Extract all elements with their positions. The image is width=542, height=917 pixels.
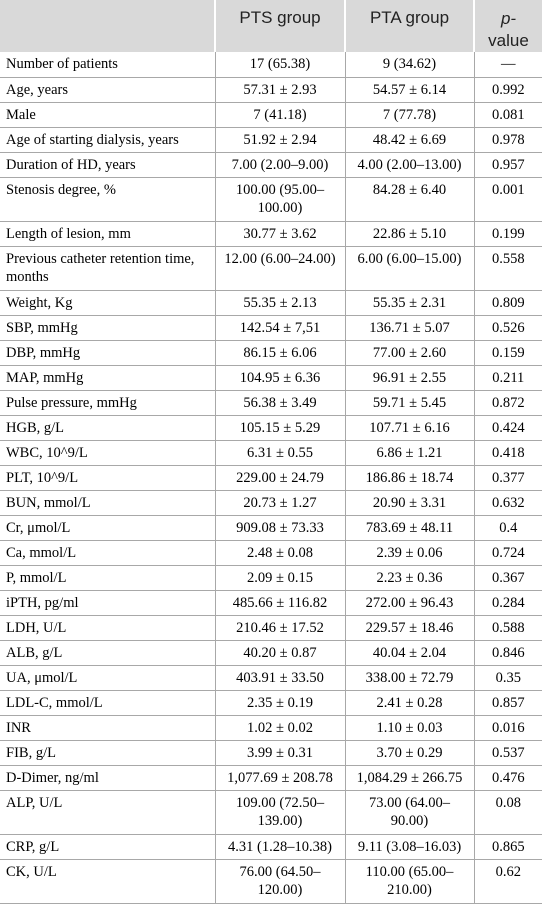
row-label: Previous catheter retention time, months: [0, 246, 215, 290]
pts-value: 20.73 ± 1.27: [215, 490, 345, 515]
p-value: 0.872: [474, 390, 542, 415]
pts-value: 100.00 (95.00–100.00): [215, 177, 345, 221]
p-value: 0.537: [474, 740, 542, 765]
p-value: 0.211: [474, 365, 542, 390]
table-body: [0, 52, 542, 903]
pta-value: 22.86 ± 5.10: [345, 221, 474, 246]
row-label: Length of lesion, mm: [0, 221, 215, 246]
table-row: [0, 790, 542, 834]
table-row: [0, 77, 542, 102]
pts-value: 1.02 ± 0.02: [215, 715, 345, 740]
table-row: [0, 690, 542, 715]
pta-value: 272.00 ± 96.43: [345, 590, 474, 615]
pts-value: 40.20 ± 0.87: [215, 640, 345, 665]
pts-value: 6.31 ± 0.55: [215, 440, 345, 465]
row-label: Male: [0, 102, 215, 127]
pts-value: 7 (41.18): [215, 102, 345, 127]
pts-value: 76.00 (64.50–120.00): [215, 859, 345, 903]
row-label: CRP, g/L: [0, 834, 215, 859]
pts-value: 403.91 ± 33.50: [215, 665, 345, 690]
row-label: Age of starting dialysis, years: [0, 127, 215, 152]
pta-value: 1.10 ± 0.03: [345, 715, 474, 740]
pta-value: 55.35 ± 2.31: [345, 290, 474, 315]
p-value: 0.081: [474, 102, 542, 127]
row-label: iPTH, pg/ml: [0, 590, 215, 615]
table-row: [0, 127, 542, 152]
pta-value: 3.70 ± 0.29: [345, 740, 474, 765]
pts-value: 105.15 ± 5.29: [215, 415, 345, 440]
row-label: WBC, 10^9/L: [0, 440, 215, 465]
pts-value: 909.08 ± 73.33: [215, 515, 345, 540]
p-value: 0.957: [474, 152, 542, 177]
pts-value: 2.35 ± 0.19: [215, 690, 345, 715]
pta-value: 107.71 ± 6.16: [345, 415, 474, 440]
row-label: Cr, μmol/L: [0, 515, 215, 540]
table-row: [0, 615, 542, 640]
table-row: [0, 415, 542, 440]
table-row: [0, 565, 542, 590]
row-label: DBP, mmHg: [0, 340, 215, 365]
pts-value: 1,077.69 ± 208.78: [215, 765, 345, 790]
row-label: D-Dimer, ng/ml: [0, 765, 215, 790]
pta-value: 2.41 ± 0.28: [345, 690, 474, 715]
pts-value: 485.66 ± 116.82: [215, 590, 345, 615]
table-row: [0, 290, 542, 315]
table-row: [0, 715, 542, 740]
table-row: [0, 365, 542, 390]
table-row: [0, 859, 542, 903]
row-label: Pulse pressure, mmHg: [0, 390, 215, 415]
pta-value: 20.90 ± 3.31: [345, 490, 474, 515]
pts-value: 55.35 ± 2.13: [215, 290, 345, 315]
row-label: MAP, mmHg: [0, 365, 215, 390]
pts-value: 104.95 ± 6.36: [215, 365, 345, 390]
row-label: ALB, g/L: [0, 640, 215, 665]
p-value: 0.159: [474, 340, 542, 365]
p-value: 0.724: [474, 540, 542, 565]
table-row: [0, 152, 542, 177]
row-label: Age, years: [0, 77, 215, 102]
pta-value: 9 (34.62): [345, 52, 474, 77]
table-row: [0, 515, 542, 540]
pts-value: 4.31 (1.28–10.38): [215, 834, 345, 859]
p-value: 0.284: [474, 590, 542, 615]
row-label: P, mmol/L: [0, 565, 215, 590]
pta-value: 73.00 (64.00–90.00): [345, 790, 474, 834]
row-label: LDH, U/L: [0, 615, 215, 640]
pta-value: 54.57 ± 6.14: [345, 77, 474, 102]
row-label: FIB, g/L: [0, 740, 215, 765]
pts-value: 56.38 ± 3.49: [215, 390, 345, 415]
pts-value: 229.00 ± 24.79: [215, 465, 345, 490]
row-label: SBP, mmHg: [0, 315, 215, 340]
pta-value: 338.00 ± 72.79: [345, 665, 474, 690]
row-label: INR: [0, 715, 215, 740]
table-header: [0, 0, 542, 52]
pts-value: 12.00 (6.00–24.00): [215, 246, 345, 290]
p-value: 0.978: [474, 127, 542, 152]
row-label: Ca, mmol/L: [0, 540, 215, 565]
p-value: 0.08: [474, 790, 542, 834]
table-row: [0, 540, 542, 565]
pta-value: 2.39 ± 0.06: [345, 540, 474, 565]
p-value: 0.62: [474, 859, 542, 903]
table-row: [0, 640, 542, 665]
header-variable: [0, 0, 215, 52]
p-value: 0.846: [474, 640, 542, 665]
pta-value: 9.11 (3.08–16.03): [345, 834, 474, 859]
p-value: 0.424: [474, 415, 542, 440]
header-p-value: [474, 0, 542, 52]
pta-value: 84.28 ± 6.40: [345, 177, 474, 221]
row-label: PLT, 10^9/L: [0, 465, 215, 490]
pta-value: 186.86 ± 18.74: [345, 465, 474, 490]
row-label: Duration of HD, years: [0, 152, 215, 177]
pta-value: 229.57 ± 18.46: [345, 615, 474, 640]
row-label: BUN, mmol/L: [0, 490, 215, 515]
pts-value: 2.48 ± 0.08: [215, 540, 345, 565]
p-value: 0.199: [474, 221, 542, 246]
header-row: [0, 0, 542, 52]
p-value: 0.588: [474, 615, 542, 640]
pts-value: 57.31 ± 2.93: [215, 77, 345, 102]
table-row: [0, 246, 542, 290]
pta-value: 7 (77.78): [345, 102, 474, 127]
row-label: Weight, Kg: [0, 290, 215, 315]
pta-value: 77.00 ± 2.60: [345, 340, 474, 365]
table-row: [0, 52, 542, 77]
table-row: [0, 440, 542, 465]
pta-value: 110.00 (65.00–210.00): [345, 859, 474, 903]
pta-value: 2.23 ± 0.36: [345, 565, 474, 590]
row-label: UA, μmol/L: [0, 665, 215, 690]
pta-value: 6.00 (6.00–15.00): [345, 246, 474, 290]
table-row: [0, 765, 542, 790]
pts-value: 30.77 ± 3.62: [215, 221, 345, 246]
header-p-value-word: value: [488, 31, 529, 50]
pta-value: 4.00 (2.00–13.00): [345, 152, 474, 177]
pta-value: 40.04 ± 2.04: [345, 640, 474, 665]
table-row: [0, 340, 542, 365]
table-row: [0, 834, 542, 859]
header-p-value-italic: p-: [500, 9, 517, 28]
p-value: 0.377: [474, 465, 542, 490]
p-value: 0.809: [474, 290, 542, 315]
pts-value: 109.00 (72.50–139.00): [215, 790, 345, 834]
p-value: 0.865: [474, 834, 542, 859]
p-value: 0.001: [474, 177, 542, 221]
p-value: 0.526: [474, 315, 542, 340]
table-row: [0, 315, 542, 340]
pts-value: 7.00 (2.00–9.00): [215, 152, 345, 177]
p-value: 0.35: [474, 665, 542, 690]
row-label: HGB, g/L: [0, 415, 215, 440]
pta-value: 6.86 ± 1.21: [345, 440, 474, 465]
pta-value: 59.71 ± 5.45: [345, 390, 474, 415]
table-row: [0, 390, 542, 415]
p-value: 0.476: [474, 765, 542, 790]
p-value: 0.857: [474, 690, 542, 715]
table-row: [0, 490, 542, 515]
pta-value: 96.91 ± 2.55: [345, 365, 474, 390]
table-row: [0, 590, 542, 615]
p-value: 0.418: [474, 440, 542, 465]
pts-value: 86.15 ± 6.06: [215, 340, 345, 365]
row-label: Stenosis degree, %: [0, 177, 215, 221]
p-value: 0.558: [474, 246, 542, 290]
row-label: Number of patients: [0, 52, 215, 77]
row-label: CK, U/L: [0, 859, 215, 903]
pta-value: 783.69 ± 48.11: [345, 515, 474, 540]
header-pta-group: PTA group: [345, 0, 474, 52]
pts-value: 3.99 ± 0.31: [215, 740, 345, 765]
pts-value: 142.54 ± 7,51: [215, 315, 345, 340]
row-label: ALP, U/L: [0, 790, 215, 834]
pta-value: 1,084.29 ± 266.75: [345, 765, 474, 790]
pts-value: 51.92 ± 2.94: [215, 127, 345, 152]
p-value: 0.4: [474, 515, 542, 540]
p-value: —: [474, 52, 542, 77]
table-row: [0, 102, 542, 127]
table-row: [0, 221, 542, 246]
pts-value: 210.46 ± 17.52: [215, 615, 345, 640]
pta-value: 48.42 ± 6.69: [345, 127, 474, 152]
table-row: [0, 465, 542, 490]
p-value: 0.016: [474, 715, 542, 740]
table-row: [0, 740, 542, 765]
pts-value: 17 (65.38): [215, 52, 345, 77]
pts-value: 2.09 ± 0.15: [215, 565, 345, 590]
header-pts-group: PTS group: [215, 0, 345, 52]
table-row: [0, 665, 542, 690]
p-value: 0.992: [474, 77, 542, 102]
p-value: 0.632: [474, 490, 542, 515]
p-value: 0.367: [474, 565, 542, 590]
row-label: LDL-C, mmol/L: [0, 690, 215, 715]
pta-value: 136.71 ± 5.07: [345, 315, 474, 340]
table-row: [0, 177, 542, 221]
